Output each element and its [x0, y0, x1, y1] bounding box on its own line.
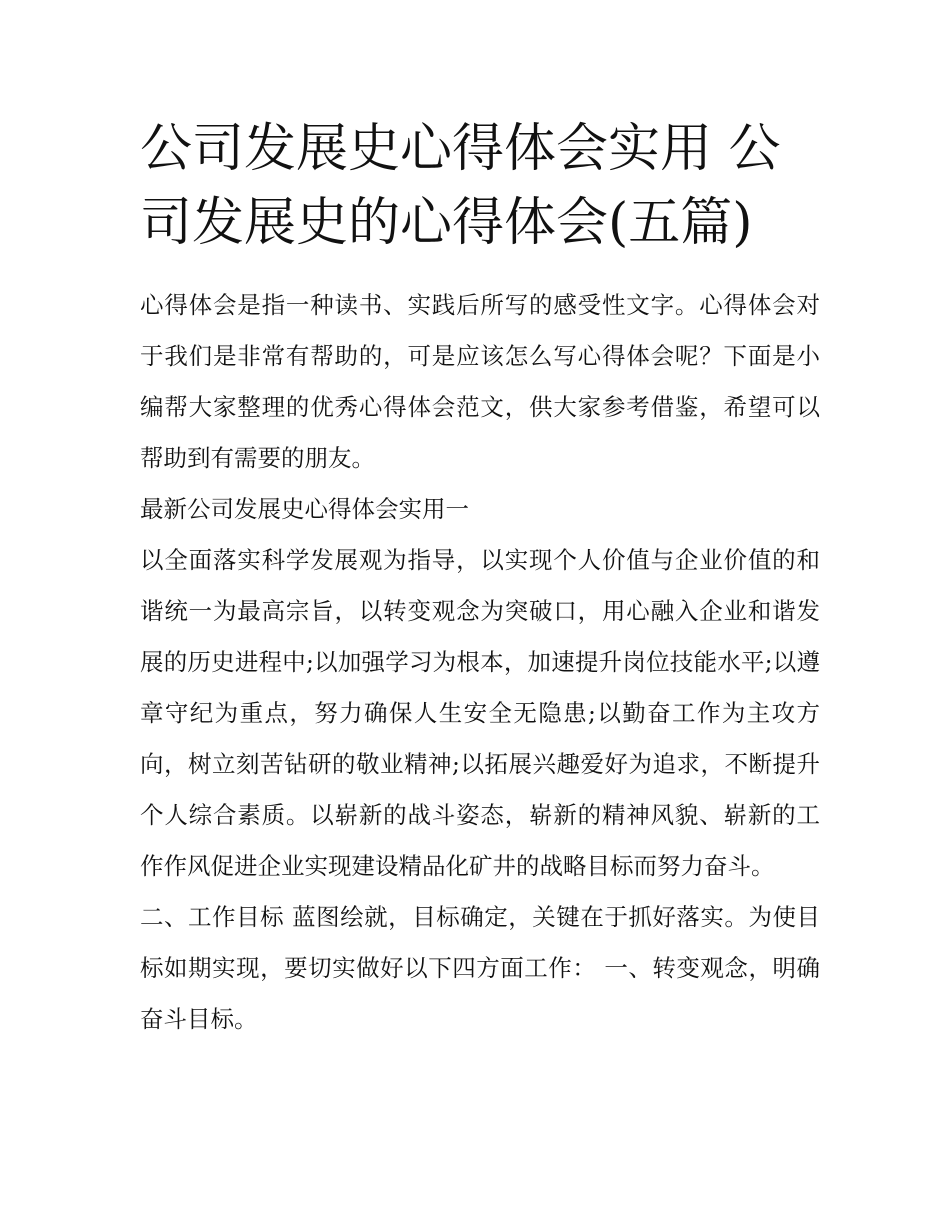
document-body — [140, 280, 820, 1045]
document-title: 公司发展史心得体会实用 公司发展史的心得体会(五篇) — [140, 119, 781, 253]
body-paragraph: 以全面落实科学发展观为指导，以实现个人价值与企业价值的和谐统一为最高宗旨，以转变观念为突破口，用心融入企业和谐发展的历史进程中;以加强学习为根本，加速提升岗位技能水平;以遵章守纪为重点，努力确保人生安全无隐患;以勤奋工作为主攻方向，树立刻苦钻研的敬业精神;以拓展兴趣爱好为追求，不断提升个人综合素质。以崭新的战斗姿态，崭新的精神风貌、崭新的工作作风促进企业实现建设精品化矿井的战略目标而努力奋斗。 — [140, 546, 820, 880]
body-paragraph: 二、工作目标 蓝图绘就，目标确定，关键在于抓好落实。为使目标如期实现，要切实做好以下四方面工作： 一、转变观念，明确奋斗目标。 — [140, 903, 820, 1033]
intro-paragraph: 心得体会是指一种读书、实践后所写的感受性文字。心得体会对于我们是非常有帮助的，可是应该怎么写心得体会呢？下面是小编帮大家整理的优秀心得体会范文，供大家参考借鉴，希望可以帮助到有需要的朋友。 — [140, 291, 820, 472]
section-heading: 最新公司发展史心得体会实用一 — [140, 495, 469, 523]
